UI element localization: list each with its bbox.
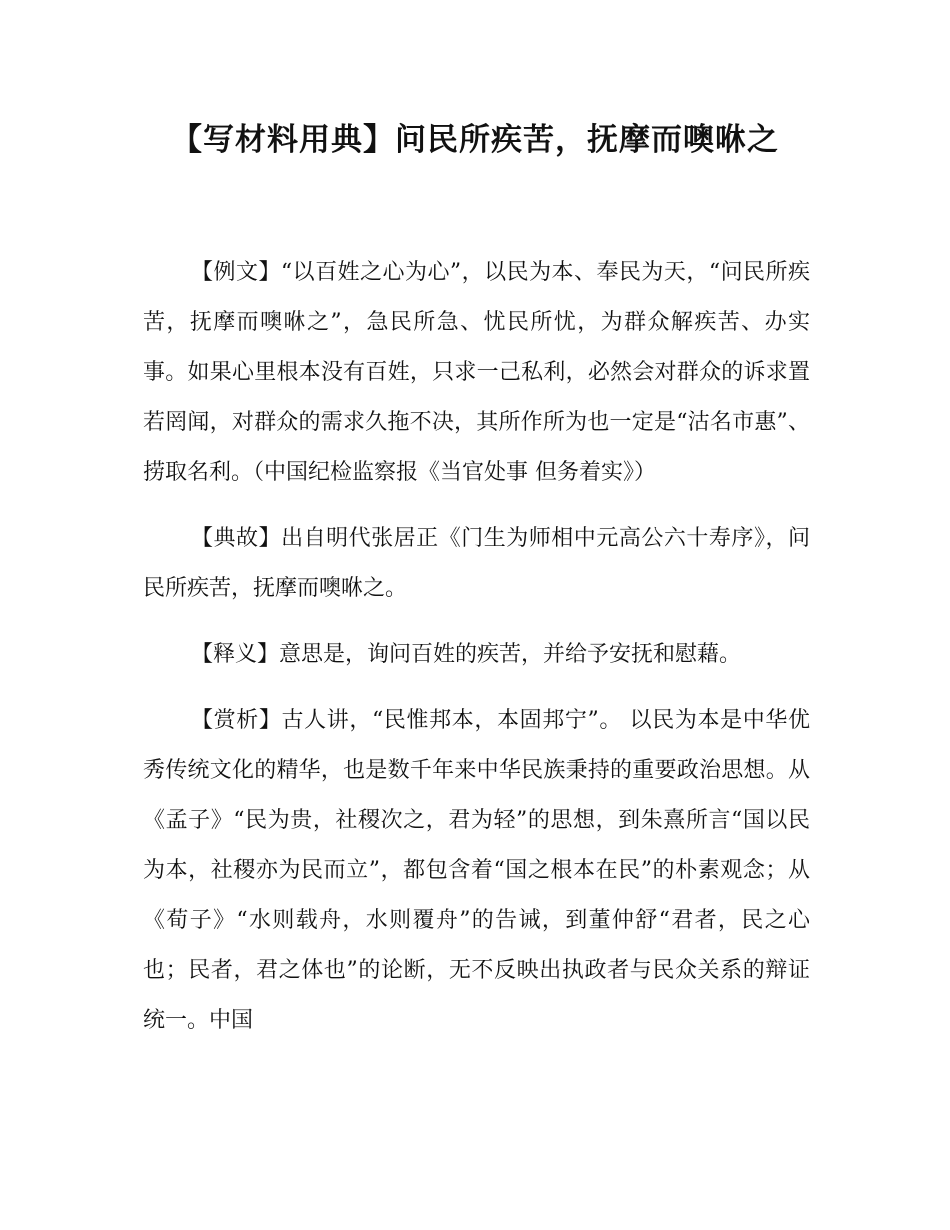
document-title: 【写材料用典】问民所疾苦，抚摩而噢咻之	[171, 122, 779, 158]
paragraph-example: 【例文】“以百姓之心为心”，以民为本、奉民为天，“问民所疾苦，抚摩而噢咻之”，急民所急、忧民所忧，为群众解疾苦、办实事。如果心里根本没有百姓，只求一己私利，必然会对群众的诉求置若罔闻，对群众的需求久拖不决，其所作所为也一定是“沽名市惠”、捞取名利。（中国纪检监察报《当官处事 但务着实》）	[143, 260, 810, 485]
paragraph-analysis: 【赏析】古人讲，“民惟邦本，本固邦宁”。 以民为本是中华优秀传统文化的精华，也是数千年来中华民族秉持的重要政治思想。从《孟子》“民为贵，社稷次之，君为轻”的思想，到朱熹所言“国以民为本，社稷亦为民而立”，都包含着“国之根本在民”的朴素观念；从《荀子》“水则载舟，水则覆舟”的告诫，到董仲舒“君者，民之心也；民者，君之体也”的论断，无不反映出执政者与民众关系的辩证统一。中国	[143, 708, 810, 1033]
paragraph-allusion: 【典故】出自明代张居正《门生为师相中元高公六十寿序》，问民所疾苦，抚摩而噢咻之。	[143, 526, 810, 601]
paragraph-meaning: 【释义】意思是，询问百姓的疾苦，并给予安抚和慰藉。	[191, 642, 742, 667]
document-body	[143, 248, 810, 1062]
